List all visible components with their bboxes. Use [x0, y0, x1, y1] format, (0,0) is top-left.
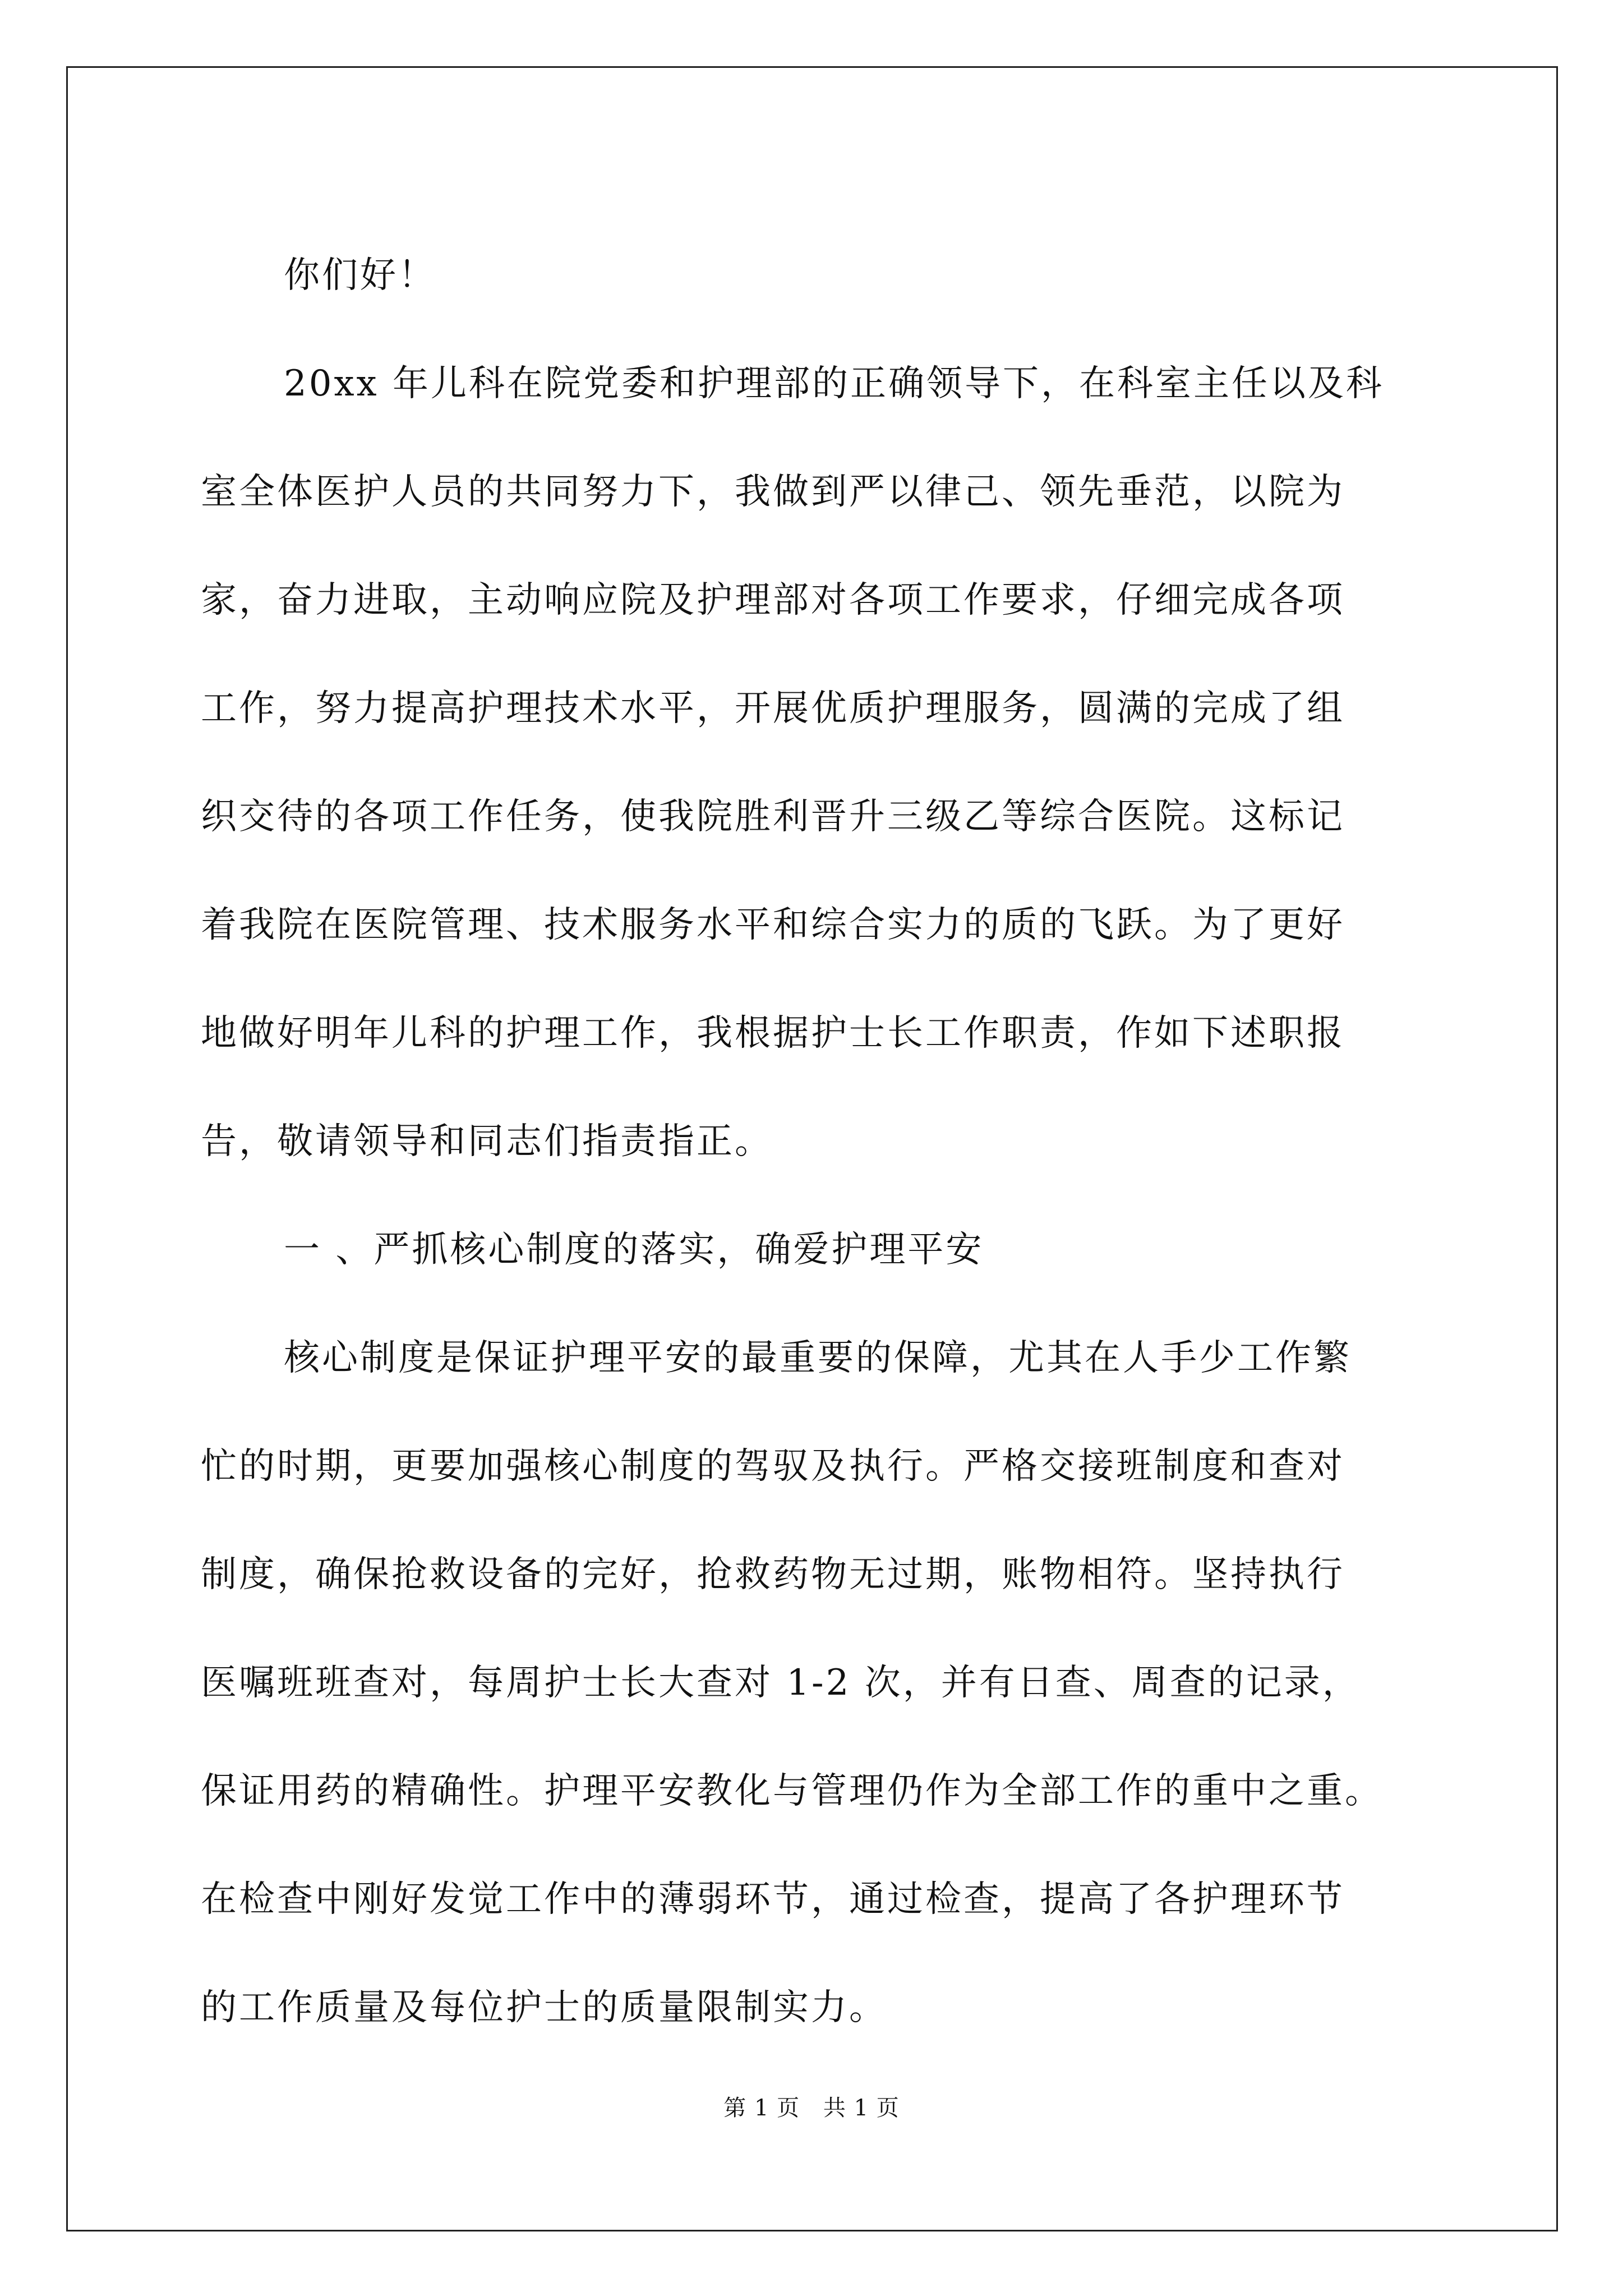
document-body — [201, 222, 1485, 2062]
paragraph-line: 家，奋力进取，主动响应院及护理部对各项工作要求，仔细完成各项 — [201, 579, 1345, 621]
paragraph-line: 地做好明年儿科的护理工作，我根据护士长工作职责，作如下述职报 — [201, 1013, 1345, 1054]
paragraph-line: 在检查中刚好发觉工作中的薄弱环节，通过检查，提高了各护理环节 — [201, 1879, 1345, 1920]
paragraph-line: 医嘱班班查对，每周护士长大查对 1-2 次，并有日查、周查的记录， — [201, 1662, 1361, 1704]
paragraph-1 — [201, 330, 1485, 1196]
page-footer — [0, 2091, 1623, 2125]
paragraph-line: 保证用药的精确性。护理平安教化与管理仍作为全部工作的重中之重。 — [201, 1770, 1383, 1812]
paragraph-line: 织交待的各项工作任务，使我院胜利晋升三级乙等综合医院。这标记 — [201, 796, 1345, 838]
paragraph-line: 忙的时期，更要加强核心制度的驾驭及执行。严格交接班制度和查对 — [201, 1446, 1345, 1487]
section-heading-1: 一 、严抓核心制度的落实，确爱护理平安 — [284, 1229, 984, 1271]
paragraph-line: 告，敬请领导和同志们指责指正。 — [201, 1121, 773, 1162]
paragraph-line: 的工作质量及每位护士的质量限制实力。 — [201, 1987, 887, 2028]
paragraph-line: 核心制度是保证护理平安的最重要的保障，尤其在人手少工作繁 — [284, 1337, 1352, 1379]
paragraph-2 — [201, 1304, 1485, 2062]
paragraph-line: 室全体医护人员的共同努力下，我做到严以律己、领先垂范，以院为 — [201, 471, 1345, 513]
paragraph-line: 20xx 年儿科在院党委和护理部的正确领导下，在科室主任以及科 — [284, 363, 1384, 404]
paragraph-line: 工作，努力提高护理技术水平，开展优质护理服务，圆满的完成了组 — [201, 688, 1345, 729]
paragraph-line: 着我院在医院管理、技术服务水平和综合实力的质的飞跃。为了更好 — [201, 904, 1345, 946]
page-number: 第 1 页 — [723, 2095, 800, 2121]
page-total: 共 1 页 — [823, 2095, 900, 2121]
paragraph-line: 制度，确保抢救设备的完好，抢救药物无过期，账物相符。坚持执行 — [201, 1554, 1345, 1595]
greeting: 你们好！ — [284, 255, 436, 296]
